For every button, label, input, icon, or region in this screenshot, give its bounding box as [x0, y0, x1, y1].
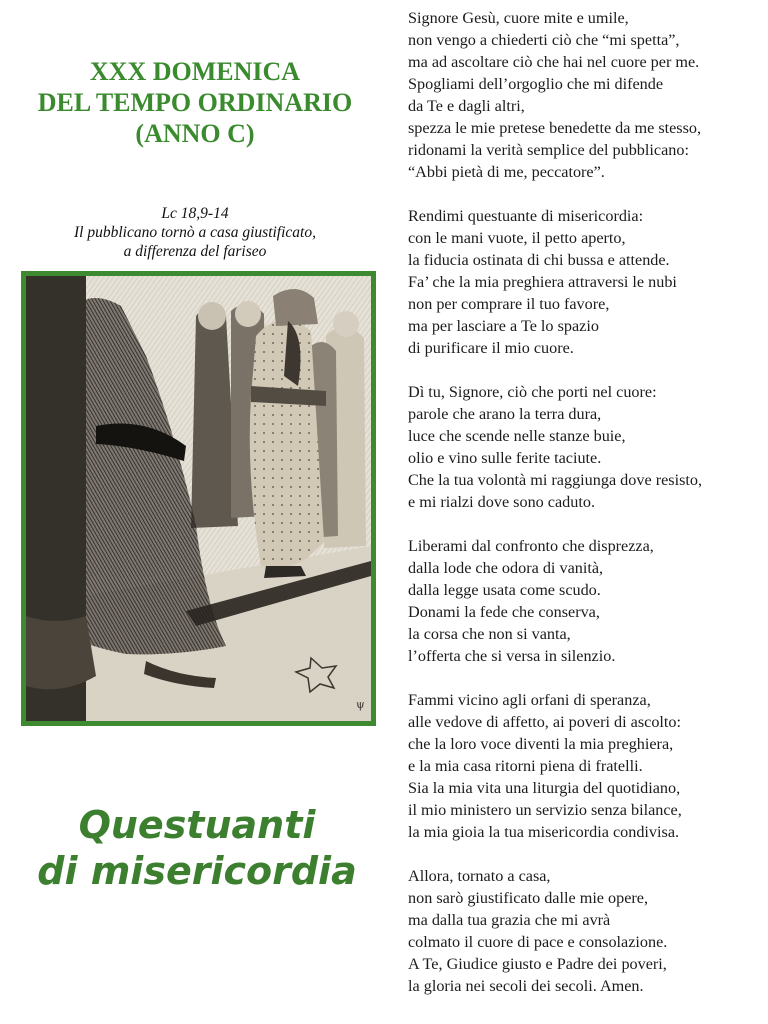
stanza-6 [408, 865, 763, 997]
poem-line: colmato il cuore di pace e consolazione. [408, 933, 668, 951]
poem-line: A Te, Giudice giusto e Padre dei poveri, [408, 955, 667, 973]
poem-line: Fammi vicino agli orfani di speranza, [408, 691, 651, 709]
poem-line: che la loro voce diventi la mia preghiera, [408, 735, 674, 753]
poem-line: e la mia casa ritorni piena di fratelli. [408, 757, 643, 775]
poem-line: “Abbi pietà di me, peccatore”. [408, 163, 605, 181]
main-headline [20, 802, 374, 894]
poem-line: Dì tu, Signore, ciò che porti nel cuore: [408, 383, 657, 401]
poem-line: spezza le mie pretese benedette da me stesso, [408, 119, 702, 137]
poem-line: ma per lasciare a Te lo spazio [408, 317, 599, 335]
poem-line: la fiducia ostinata di chi bussa e attende. [408, 251, 670, 269]
stanza-1 [408, 7, 763, 183]
poem-line: Fa’ che la mia preghiera attraversi le nubi [408, 273, 677, 291]
pharisee-publican-engraving [26, 276, 371, 721]
poem-line: la mia gioia la tua misericordia condivisa. [408, 823, 680, 841]
stanza-2 [408, 205, 763, 359]
poem-line: Che la tua volontà mi raggiunga dove resisto, [408, 471, 703, 489]
poem-line: alle vedove di affetto, ai poveri di ascolto: [408, 713, 681, 731]
stanza-5 [408, 689, 763, 843]
headline-line-2: di misericordia [37, 849, 357, 893]
gospel-reference [20, 204, 370, 261]
stanza-3 [408, 381, 763, 513]
poem-line: parole che arano la terra dura, [408, 405, 602, 423]
poem-line: la corsa che non si vanta, [408, 625, 571, 643]
stanza-4 [408, 535, 763, 667]
prayer-poem [408, 7, 763, 1019]
artist-monogram: ψ [356, 698, 365, 711]
poem-line: Signore Gesù, cuore mite e umile, [408, 9, 629, 27]
poem-line: Rendimi questuante di misericordia: [408, 207, 644, 225]
poem-line: da Te e dagli altri, [408, 97, 525, 115]
illustration-frame [21, 271, 376, 726]
caption-line-1: Il pubblicano tornò a casa giustificato, [74, 224, 316, 241]
title-line-2: DEL TEMPO ORDINARIO [37, 88, 353, 117]
poem-line: la gloria nei secoli dei secoli. Amen. [408, 977, 644, 995]
poem-line: olio e vino sulle ferite taciute. [408, 449, 602, 467]
title-line-3: (ANNO C) [135, 119, 255, 148]
poem-line: con le mani vuote, il petto aperto, [408, 229, 626, 247]
poem-line: l’offerta che si versa in silenzio. [408, 647, 616, 665]
poem-line: dalla lode che odora di vanità, [408, 559, 604, 577]
poem-line: non per comprare il tuo favore, [408, 295, 610, 313]
poem-line: ma dalla tua grazia che mi avrà [408, 911, 611, 929]
poem-line: Liberami dal confronto che disprezza, [408, 537, 654, 555]
poem-line: ridonami la verità semplice del pubblicano: [408, 141, 689, 159]
title-line-1: XXX DOMENICA [89, 57, 301, 86]
poem-line: il mio ministero un servizio senza bilance, [408, 801, 682, 819]
poem-line: Donami la fede che conserva, [408, 603, 600, 621]
poem-line: Spogliami dell’orgoglio che mi difende [408, 75, 664, 93]
poem-line: dalla legge usata come scudo. [408, 581, 601, 599]
poem-line: di purificare il mio cuore. [408, 339, 574, 357]
caption-line-2: a differenza del fariseo [123, 243, 267, 260]
poem-line: e mi rialzi dove sono caduto. [408, 493, 596, 511]
poem-line: ma ad ascoltare ciò che hai nel cuore per me. [408, 53, 700, 71]
headline-line-1: Questuanti [78, 803, 316, 847]
poem-line: Allora, tornato a casa, [408, 867, 551, 885]
poem-line: luce che scende nelle stanze buie, [408, 427, 626, 445]
gospel-citation: Lc 18,9-14 [161, 205, 229, 222]
page-title [20, 56, 370, 149]
poem-line: non sarò giustificato dalle mie opere, [408, 889, 649, 907]
poem-line: Sia la mia vita una liturgia del quotidiano, [408, 779, 681, 797]
poem-line: non vengo a chiederti ciò che “mi spetta”, [408, 31, 680, 49]
column-base [26, 276, 96, 721]
